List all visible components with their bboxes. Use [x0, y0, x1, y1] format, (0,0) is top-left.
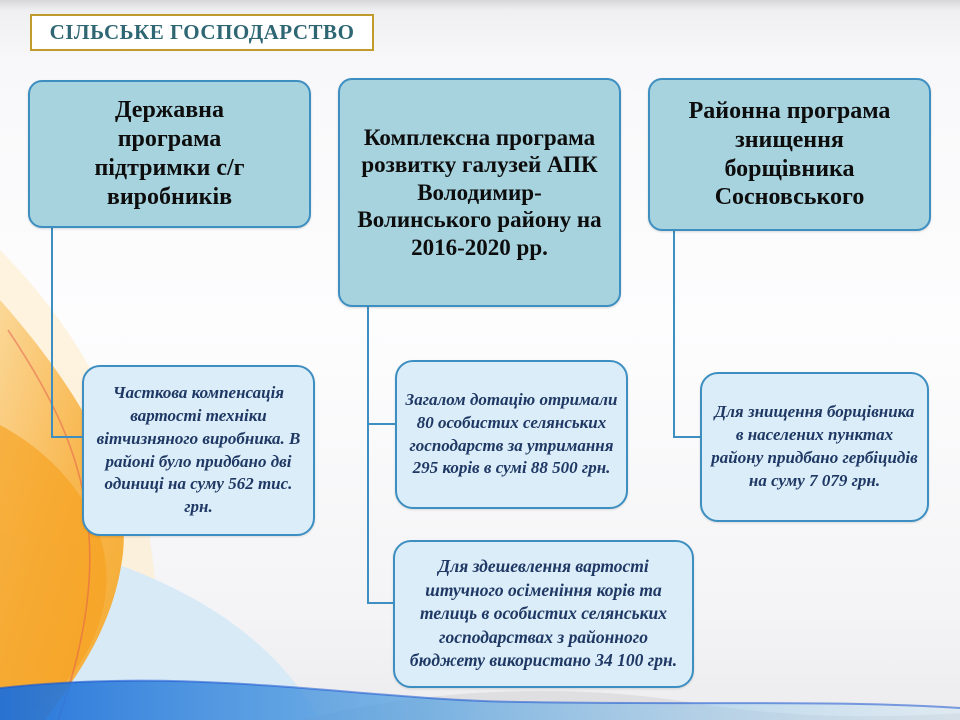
detail-box-insemination-budget: Для здешевлення вартості штучного осіменіння корів та телиць в особистих селянських господарствах з районного бюджету використано 34 100 грн.	[393, 540, 694, 688]
detail-box-herbicide-purchase: Для знищення борщівника в населених пунктах району придбано гербіцидів на суму 7 079 грн.	[700, 372, 929, 522]
connector-line	[367, 305, 369, 604]
program-box-hogweed-eradication: Районна програма знищення борщівника Сосновського	[648, 78, 931, 231]
program-box-apk-development: Комплексна програма розвитку галузей АПК Володимир-Волинського району на 2016-2020 рр.	[338, 78, 621, 307]
program-box-state-support: Державна програма підтримки с/г виробників	[28, 80, 311, 228]
connector-line	[367, 423, 395, 425]
connector-line	[51, 226, 53, 438]
detail-box-equipment-compensation: Часткова компенсація вартості техніки вітчизняного виробника. В районі було придбано дві одиниці на суму 562 тис. грн.	[82, 365, 315, 536]
connector-line	[367, 602, 395, 604]
connector-line	[673, 229, 675, 438]
slide-title-box	[30, 14, 374, 51]
detail-box-cow-subsidy: Загалом дотацію отримали 80 особистих селянських господарств за утримання 295 корів в сумі 88 500 грн.	[395, 360, 628, 509]
slide-title: СІЛЬСЬКЕ ГОСПОДАРСТВО	[49, 20, 355, 44]
connector-line	[51, 436, 82, 438]
connector-line	[673, 436, 700, 438]
